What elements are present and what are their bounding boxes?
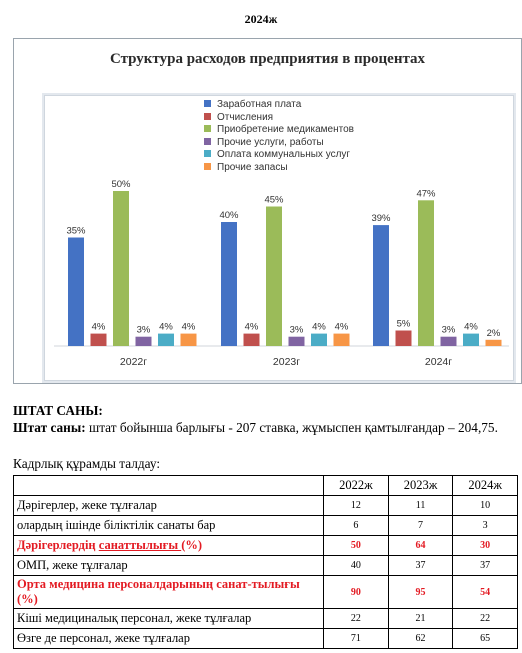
row-value-2023: 21 [388, 609, 453, 629]
table-row [14, 576, 518, 609]
category-label: 2022г [119, 356, 148, 368]
legend-label: Прочие запасы [217, 161, 288, 173]
row-value-2022: 71 [324, 629, 389, 649]
row-label-part: (%) [181, 538, 203, 552]
bar [373, 225, 389, 346]
bar [181, 334, 197, 346]
staff-table [13, 475, 518, 649]
bar [221, 222, 237, 346]
data-label: 39% [371, 213, 391, 225]
data-label: 47% [416, 188, 436, 200]
bar [244, 334, 260, 346]
data-label: 45% [264, 194, 284, 206]
bar [396, 331, 412, 347]
chart-svg [14, 39, 522, 385]
bar [158, 334, 174, 346]
row-value-2022: 12 [324, 496, 389, 516]
bar [266, 207, 282, 347]
category-label: 2024г [424, 356, 453, 368]
table-row [14, 629, 518, 649]
row-label: Дәрігерлер, жеке тұлғалар [14, 496, 324, 516]
row-value-2022: 40 [324, 556, 389, 576]
expense-structure-chart [13, 38, 522, 384]
row-value-2023: 7 [388, 516, 453, 536]
row-label: Өзге де персонал, жеке тұлғалар [14, 629, 324, 649]
bar [418, 200, 434, 346]
data-label: 50% [111, 179, 131, 190]
data-label: 40% [219, 210, 239, 221]
table-header-label [14, 476, 324, 496]
row-value-2024: 65 [453, 629, 518, 649]
row-value-2022: 90 [324, 576, 389, 609]
row-label: Орта медицина персоналдарының санат-тылығы (%) [14, 576, 324, 609]
staff-summary [13, 419, 518, 436]
legend-label: Приобретение медикаментов [217, 124, 354, 135]
row-value-2022: 6 [324, 516, 389, 536]
bar [463, 334, 479, 346]
category-label: 2023г [272, 356, 301, 368]
table-header-2023: 2023ж [388, 476, 453, 496]
row-value-2023: 37 [388, 556, 453, 576]
row-label-part: Дәрігерлердің [17, 538, 99, 552]
bar [91, 334, 107, 346]
row-value-2024: 37 [453, 556, 518, 576]
table-row [14, 516, 518, 536]
staff-summary-label: Штат саны: [13, 420, 86, 435]
table-row [14, 496, 518, 516]
table-header-row [14, 476, 518, 496]
row-value-2023: 95 [388, 576, 453, 609]
data-label: 35% [66, 225, 86, 237]
bar [289, 337, 305, 346]
table-row [14, 556, 518, 576]
data-label: 2% [486, 327, 501, 339]
row-value-2024: 54 [453, 576, 518, 609]
row-value-2024: 30 [453, 536, 518, 556]
staff-heading: ШТАТ САНЫ: [13, 403, 103, 418]
chart-title: Структура расходов предприятия в процентах [109, 51, 426, 67]
data-label: 4% [244, 321, 259, 333]
year-heading: 2024ж [244, 12, 278, 26]
legend-label: Отчисления [217, 111, 274, 123]
data-label: 4% [334, 321, 349, 333]
data-label: 4% [159, 321, 173, 333]
cadre-analysis-caption: Кадрлық құрамды талдау: [13, 456, 161, 471]
staff-summary-text: штат бойынша барлығы - 207 ставка, жұмыспен қамтылғандар – 204,75. [85, 420, 498, 435]
row-value-2024: 10 [453, 496, 518, 516]
data-label: 4% [312, 321, 326, 333]
data-label: 5% [396, 318, 411, 330]
row-value-2022: 22 [324, 609, 389, 629]
bar [68, 238, 84, 347]
row-value-2023: 62 [388, 629, 453, 649]
legend-label: Заработная плата [217, 99, 302, 110]
data-label: 4% [181, 321, 196, 333]
row-value-2023: 64 [388, 536, 453, 556]
legend-label: Прочие услуги, работы [217, 136, 324, 148]
data-label: 4% [464, 321, 478, 333]
legend-label: Оплата коммунальных услуг [217, 149, 351, 160]
bar [113, 191, 129, 346]
data-label: 3% [289, 324, 304, 336]
table-header-2022: 2022ж [324, 476, 389, 496]
bar [441, 337, 457, 346]
row-value-2024: 3 [453, 516, 518, 536]
row-label: Кіші медициналық персонал, жеке тұлғалар [14, 609, 324, 629]
table-header-2024: 2024ж [453, 476, 518, 496]
row-label [14, 536, 324, 556]
bar [136, 337, 152, 346]
bar [334, 334, 350, 346]
row-label: олардың ішінде біліктілік санаты бар [14, 516, 324, 536]
row-value-2023: 11 [388, 496, 453, 516]
table-row [14, 536, 518, 556]
row-value-2024: 22 [453, 609, 518, 629]
bar [311, 334, 327, 346]
row-value-2022: 50 [324, 536, 389, 556]
bar [486, 340, 502, 346]
data-label: 3% [441, 324, 456, 336]
data-label: 3% [136, 324, 151, 336]
table-row [14, 609, 518, 629]
row-label: ОМП, жеке тұлғалар [14, 556, 324, 576]
data-label: 4% [91, 321, 106, 333]
row-label-underlined: санаттылығы [98, 538, 182, 552]
